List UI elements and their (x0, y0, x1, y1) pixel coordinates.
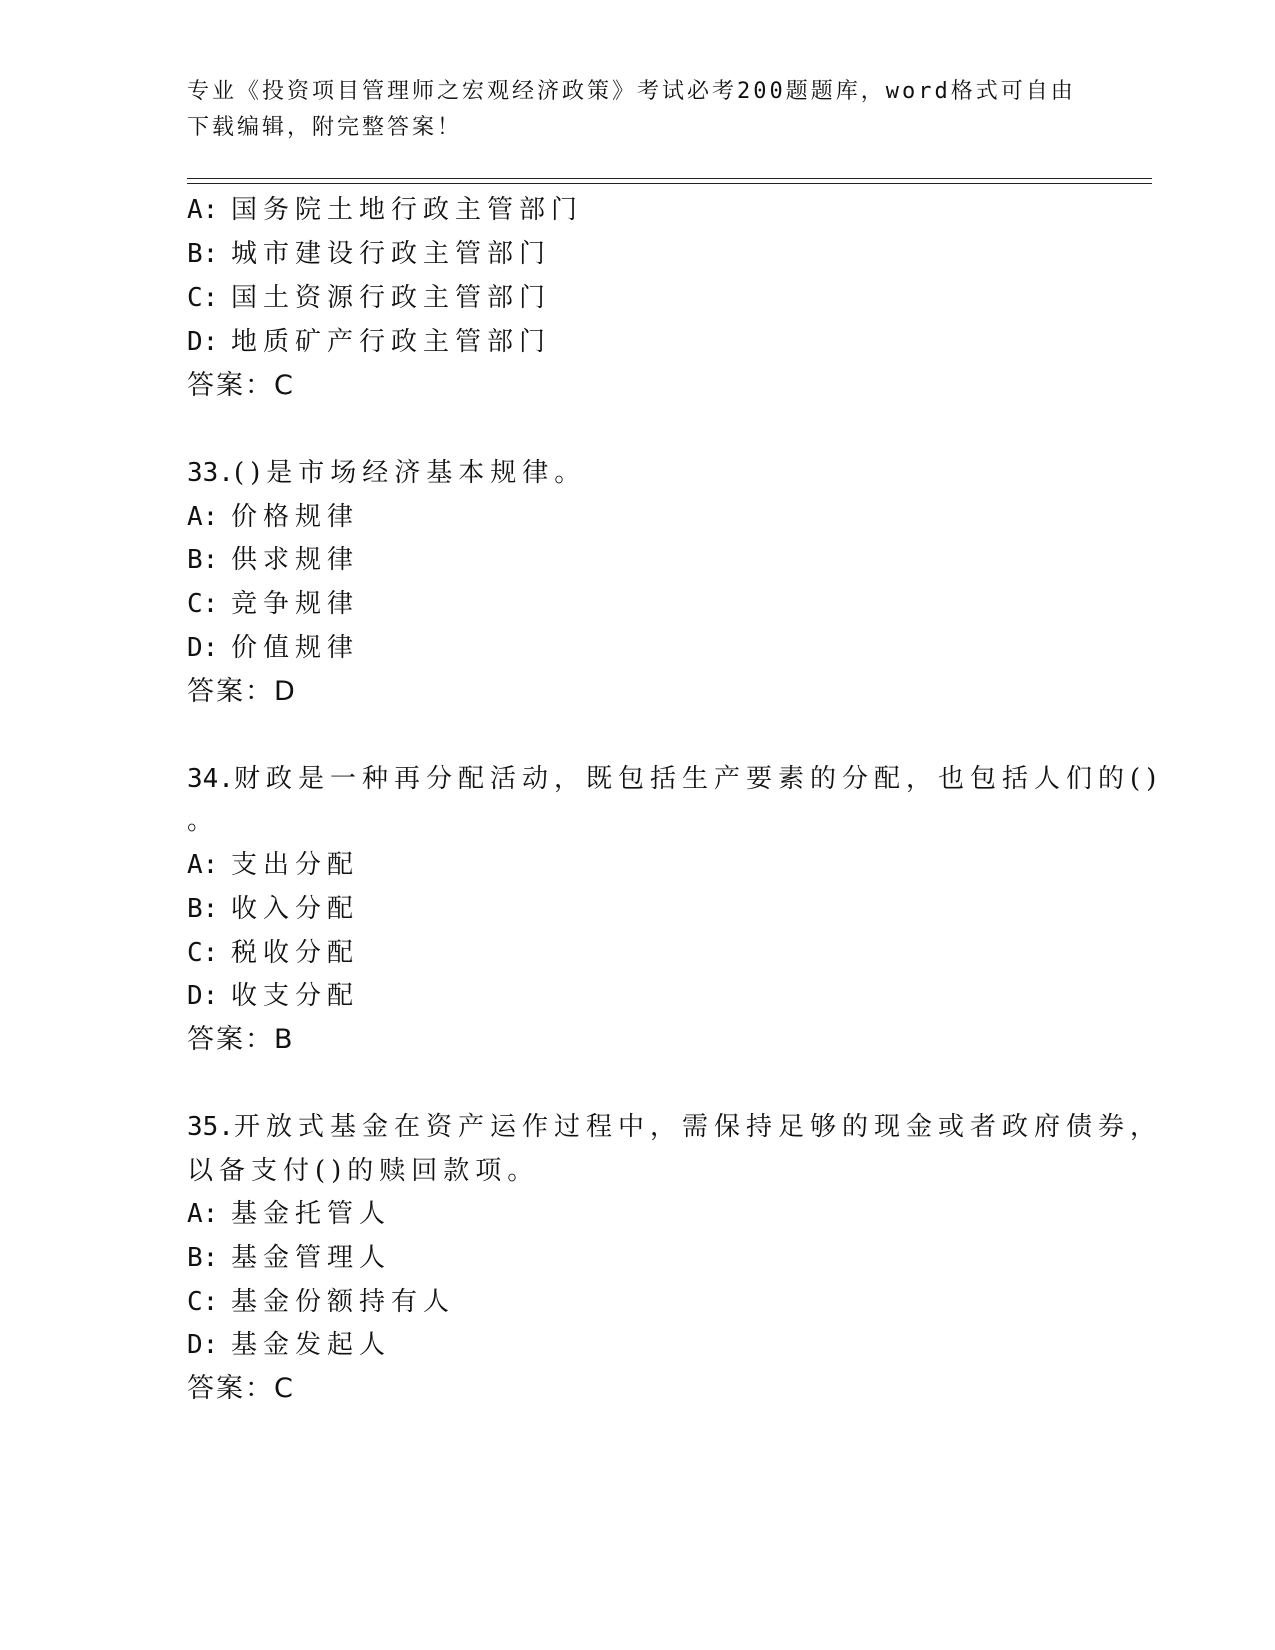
option-text: 税收分配 (231, 938, 360, 968)
q34-option-b (187, 889, 359, 929)
q35-option-a (187, 1194, 391, 1234)
q32-option-a (187, 190, 583, 230)
q34-option-a (187, 845, 359, 885)
option-text: 收支分配 (231, 981, 360, 1011)
option-text: 支出分配 (231, 850, 360, 880)
option-letter: D: (187, 327, 219, 357)
q33-answer: 答案：D (187, 676, 297, 707)
question-text: 开放式基金在资产运作过程中，需保持足够的现金或者政府债券， (233, 1112, 1162, 1142)
option-letter: A: (187, 195, 219, 225)
q32-answer: 答案：C (187, 370, 295, 401)
option-text: 竞争规律 (231, 589, 360, 619)
option-letter: A: (187, 502, 219, 532)
header-line-2: 下载编辑，附完整答案！ (187, 115, 463, 140)
q33-option-a (187, 497, 359, 537)
question-text: 财政是一种再分配活动，既包括生产要素的分配，也包括人们的() (233, 764, 1163, 794)
q32-option-c (187, 278, 551, 318)
q35-option-b (187, 1238, 391, 1278)
q34-stem-line-1 (187, 759, 1162, 799)
q33-stem (187, 453, 586, 493)
q35-answer: 答案：C (187, 1373, 295, 1404)
option-text: 国务院土地行政主管部门 (231, 195, 584, 225)
question-text: ()是市场经济基本规律。 (233, 458, 587, 488)
option-letter: D: (187, 633, 219, 663)
option-text: 供求规律 (231, 545, 360, 575)
question-number: 34. (187, 764, 234, 794)
option-text: 地质矿产行政主管部门 (231, 327, 552, 357)
question-number: 35. (187, 1112, 234, 1142)
option-letter: A: (187, 1199, 219, 1229)
q34-option-d (187, 976, 359, 1016)
option-letter: C: (187, 1287, 219, 1317)
q33-option-d (187, 628, 359, 668)
header-divider-bottom (187, 183, 1152, 184)
option-letter: C: (187, 589, 219, 619)
q34-option-c (187, 933, 359, 973)
q35-stem-line-2: 以备支付()的赎回款项。 (187, 1156, 540, 1186)
option-letter: B: (187, 1243, 219, 1273)
option-text: 基金托管人 (231, 1199, 392, 1229)
option-text: 基金管理人 (231, 1243, 392, 1273)
q35-stem-line-1 (187, 1107, 1162, 1147)
q35-option-d (187, 1325, 391, 1365)
option-text: 收入分配 (231, 894, 360, 924)
option-letter: B: (187, 239, 219, 269)
option-letter: D: (187, 981, 219, 1011)
header-divider-top (187, 178, 1152, 179)
option-text: 城市建设行政主管部门 (231, 239, 552, 269)
option-letter: A: (187, 850, 219, 880)
header-line-1: 专业《投资项目管理师之宏观经济政策》考试必考200题题库，word格式可自由 (187, 79, 1076, 104)
option-text: 价值规律 (231, 633, 360, 663)
document-header (187, 74, 1087, 146)
q34-stem-line-2: 。 (187, 806, 220, 836)
option-letter: C: (187, 938, 219, 968)
q33-option-b (187, 540, 359, 580)
question-number: 33. (187, 458, 234, 488)
q32-option-b (187, 234, 551, 274)
option-text: 价格规律 (231, 502, 360, 532)
option-text: 基金发起人 (231, 1330, 392, 1360)
q32-option-d (187, 322, 551, 362)
q33-option-c (187, 584, 359, 624)
q35-option-c (187, 1282, 455, 1322)
option-letter: B: (187, 545, 219, 575)
option-text: 基金份额持有人 (231, 1287, 456, 1317)
option-letter: B: (187, 894, 219, 924)
option-letter: D: (187, 1330, 219, 1360)
option-letter: C: (187, 283, 219, 313)
option-text: 国土资源行政主管部门 (231, 283, 552, 313)
q34-answer: 答案：B (187, 1024, 295, 1055)
